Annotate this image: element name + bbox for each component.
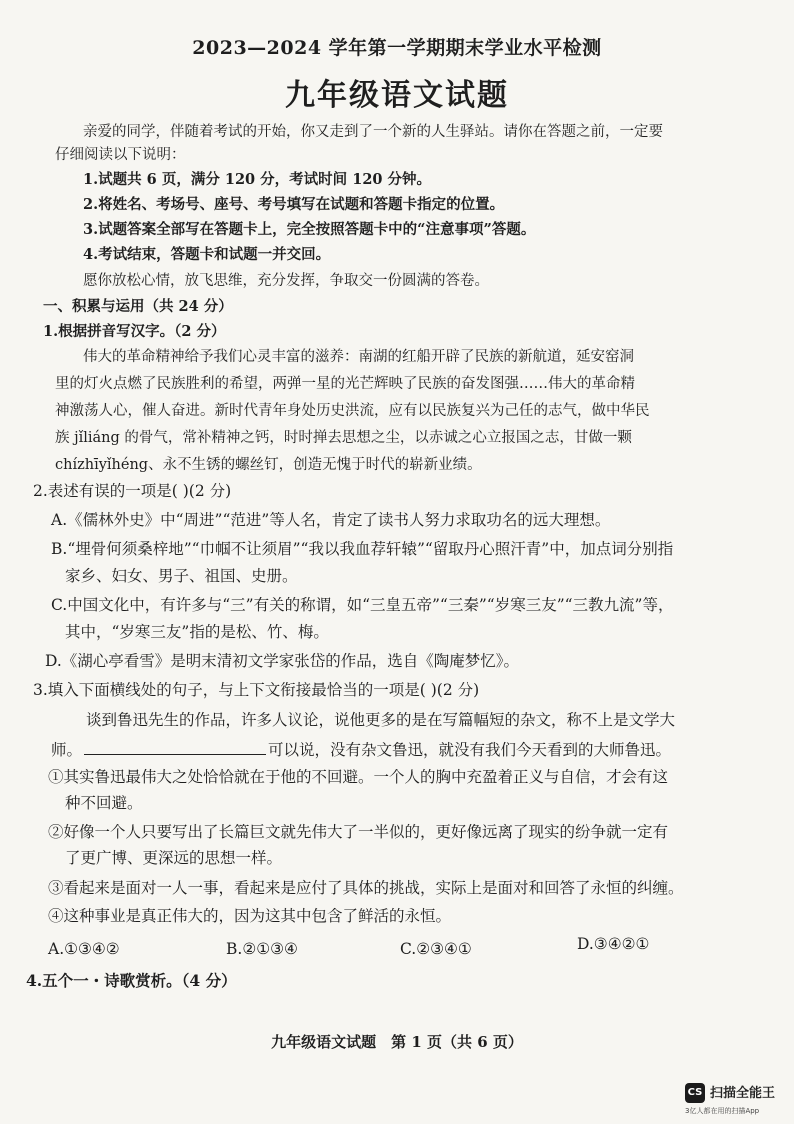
q1-passage-line: chízhīyǐhéng、永不生锈的螺丝钉，创造无愧于时代的崭新业绩。 — [55, 457, 482, 473]
q3-sentence: ④这种事业是真正伟大的，因为这其中包含了鲜活的永恒。 — [48, 907, 452, 925]
instruction-item: 1.试题共 6 页，满分 120 分，考试时间 120 分钟。 — [83, 171, 432, 188]
q1-passage-line: 伟大的革命精神给予我们心灵丰富的滋养：南湖的红船开辟了民族的新航道，延安窑洞 — [83, 349, 634, 365]
q3-passage-line-2 — [51, 738, 671, 761]
q2-option-c-cont: 其中，“岁寒三友”指的是松、竹、梅。 — [65, 623, 329, 641]
q3-choice-b: B.②①③④ — [226, 940, 298, 958]
intro-line-1: 亲爱的同学，伴随着考试的开始，你又走到了一个新的人生驿站。请你在答题之前，一定要 — [83, 124, 663, 140]
wish-line: 愿你放松心情，放飞思维，充分发挥，争取交一份圆满的答卷。 — [83, 273, 489, 289]
q3-sentence: ②好像一个人只要写出了长篇巨文就先伟大了一半似的，更好像远离了现实的纷争就一定有 — [48, 823, 669, 841]
q3-sentence: ①其实鲁迅最伟大之处恰恰就在于他的不回避。一个人的胸中充盈着正义与自信，才会有这 — [48, 768, 669, 786]
q3-choice-c: C.②③④① — [400, 940, 472, 958]
scanner-tagline: 3亿人都在用的扫描App — [685, 1107, 760, 1115]
q2-option-d: D.《湖心亭看雪》是明末清初文学家张岱的作品，选自《陶庵梦忆》。 — [45, 652, 520, 670]
instruction-item: 2.将姓名、考场号、座号、考号填写在试题和答题卡指定的位置。 — [83, 196, 505, 213]
intro-line-2: 仔细阅读以下说明： — [55, 147, 186, 163]
q3-choice-d: D.③④②① — [577, 935, 650, 953]
q3-passage-text: 可以说，没有杂文鲁迅，就没有我们今天看到的大师鲁迅。 — [268, 741, 672, 759]
q2-option-b-cont: 家乡、妇女、男子、祖国、史册。 — [65, 567, 298, 585]
instruction-item: 3.试题答案全部写在答题卡上，完全按照答题卡中的“注意事项”答题。 — [83, 221, 536, 238]
q3-sentence-cont: 了更广博、更深远的思想一样。 — [65, 849, 283, 867]
q1-passage-line: 里的灯火点燃了民族胜利的希望，两弹一星的光芒辉映了民族的奋发图强……伟大的革命精 — [55, 376, 635, 392]
scanner-logo-icon: CS — [685, 1083, 705, 1103]
q3-sentence-cont: 种不回避。 — [65, 794, 143, 812]
instruction-item: 4.考试结束，答题卡和试题一并交回。 — [83, 246, 331, 263]
q3-passage-text: 师。 — [51, 741, 83, 759]
question-1-stem: 1.根据拼音写汉字。（2 分） — [43, 323, 226, 340]
q3-passage-line: 谈到鲁迅先生的作品，许多人议论，说他更多的是在写篇幅短的杂文，称不上是文学大 — [86, 711, 676, 729]
question-3-stem: 3.填入下面横线处的句子，与上下文衔接最恰当的一项是( )(2 分) — [33, 681, 480, 699]
q2-option-c: C.中国文化中，有许多与“三”有关的称谓，如“三皇五帝”“三秦”“岁寒三友”“三教九流”等， — [51, 596, 674, 614]
q3-sentence: ③看起来是面对一人一事，看起来是应付了具体的挑战，实际上是面对和回答了永恒的纠缠。 — [48, 879, 684, 897]
answer-blank — [84, 738, 266, 755]
exam-title: 2023—2024 学年第一学期期末学业水平检测 — [192, 37, 602, 59]
question-4-stem: 4.五个一・诗歌赏析。（4 分） — [26, 971, 237, 990]
q2-option-a: A.《儒林外史》中“周进”“范进”等人名，肯定了读书人努力求取功名的远大理想。 — [51, 511, 611, 529]
q2-option-b: B.“埋骨何须桑梓地”“巾帼不让须眉”“我以我血荐轩辕”“留取丹心照汗青”中，加点词分别指 — [51, 540, 674, 558]
section-heading: 一、积累与运用（共 24 分） — [43, 298, 233, 315]
paper-title: 九年级语文试题 — [285, 78, 509, 113]
page-footer: 九年级语文试题 第 1 页（共 6 页） — [271, 1033, 523, 1051]
q3-choice-a: A.①③④② — [48, 940, 120, 958]
scanner-app-name: 扫描全能王 — [710, 1086, 776, 1101]
q1-passage-line: 族 jǐliáng 的骨气，常补精神之钙，时时掸去思想之尘，以赤诚之心立报国之志，甘做一颗 — [55, 430, 632, 446]
question-2-stem: 2.表述有误的一项是( )(2 分) — [33, 482, 232, 500]
q1-passage-line: 神激荡人心，催人奋进。新时代青年身处历史洪流，应有以民族复兴为己任的志气，做中华民 — [55, 403, 650, 419]
